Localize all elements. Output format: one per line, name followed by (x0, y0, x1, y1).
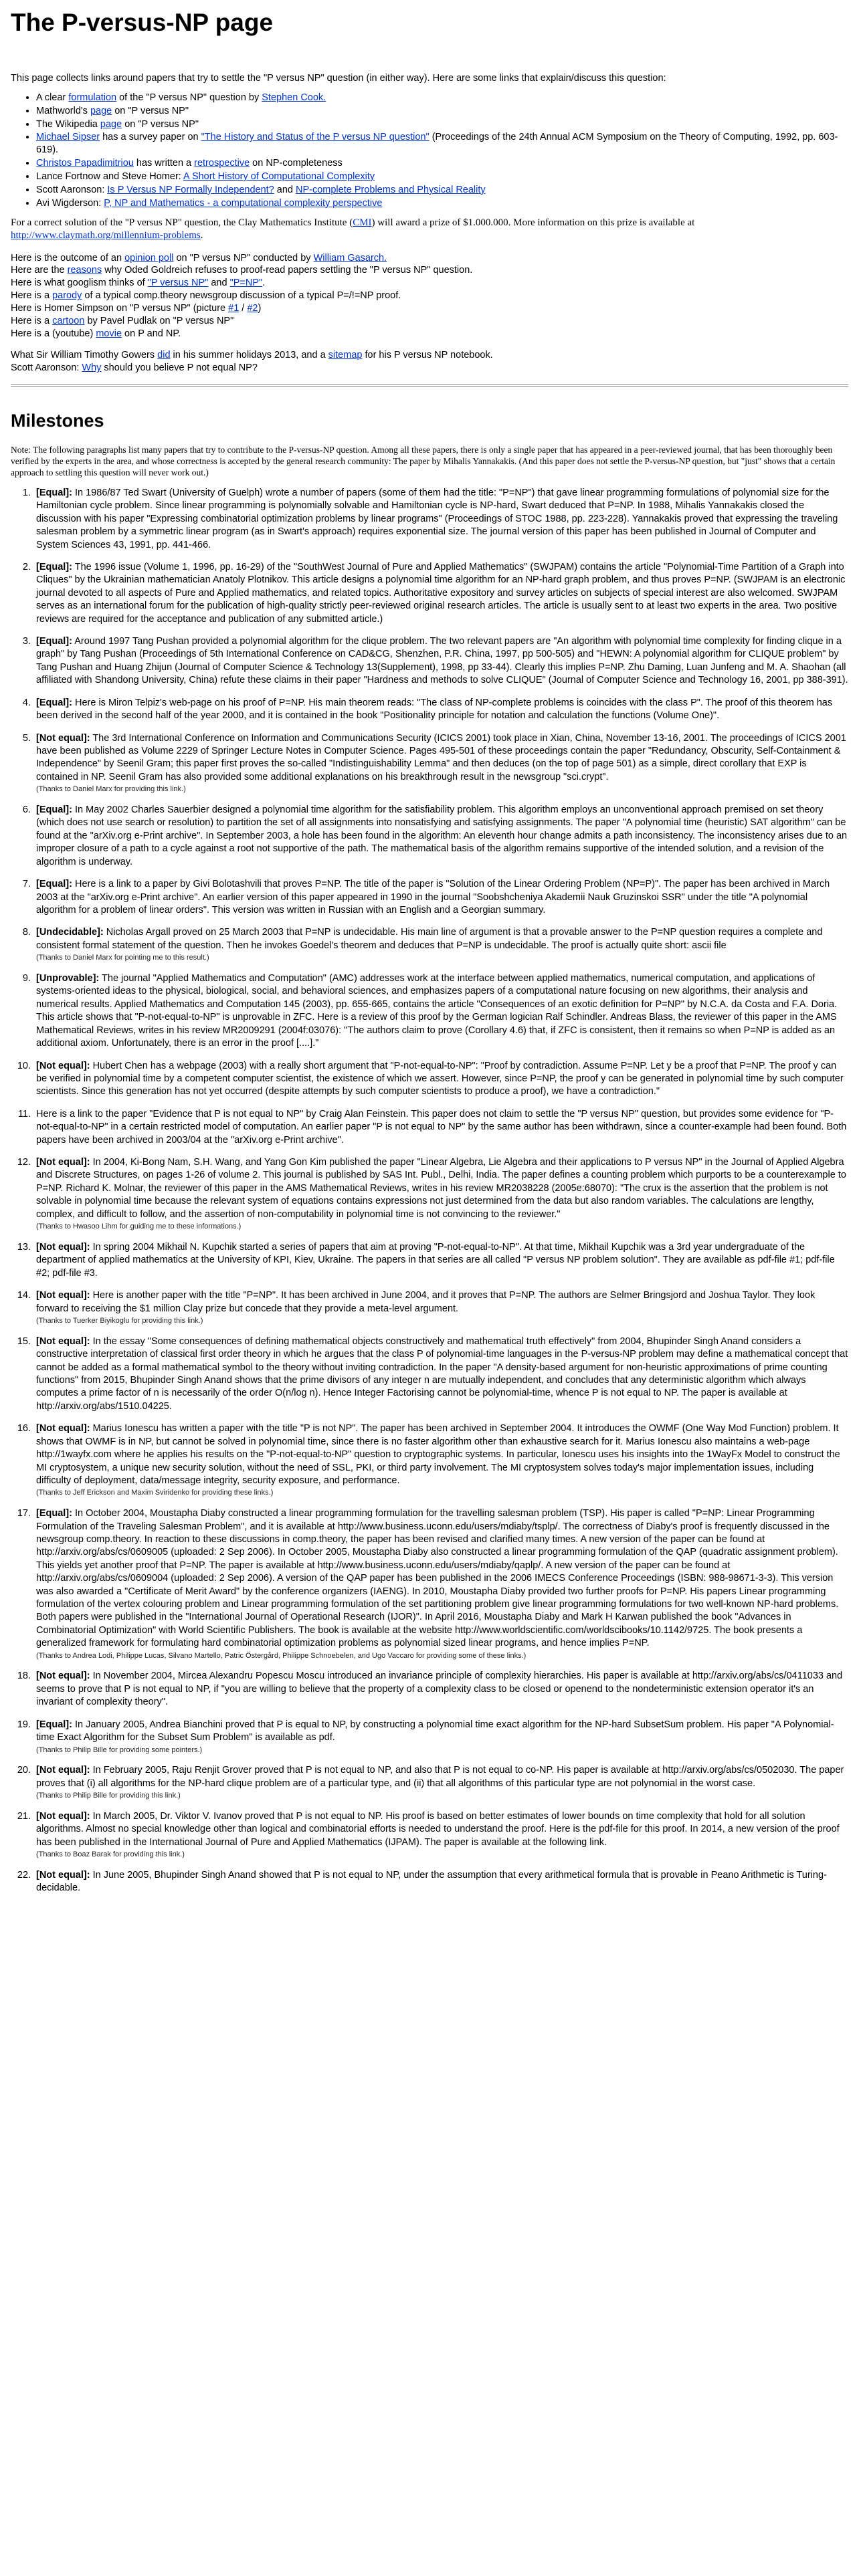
misc-link[interactable]: William Gasarch. (313, 252, 387, 263)
source-link[interactable]: Stephen Cook. (262, 92, 326, 103)
misc-link[interactable]: opinion poll (124, 252, 174, 263)
milestone-text: In March 2005, Dr. Viktor V. Ivanov proved that P is not equal to NP. His proof is based on better estimates of lower bounds on time complexity that hold for all solution algorithms. Almost no special knowledge other than logical and combinatorial efforts is needed to understand the proof. Here is the pdf-file for this proof. In 2014, a new version of the proof has been published in the International Journal of Pure and Applied Mathematics (IJPAM). The paper is available at the following link. (36, 1810, 840, 1848)
source-text: Avi Wigderson: (36, 197, 104, 209)
milestone-body (36, 1060, 848, 1099)
milestone-body (36, 1507, 848, 1650)
source-list (11, 92, 848, 210)
milestone-tag: [Equal]: (36, 1719, 72, 1730)
milestone-thanks: (Thanks to Tuerker Biyikoglu for providing this link.) (36, 1316, 203, 1325)
source-link[interactable]: page (100, 118, 122, 130)
misc-text: on P and NP. (122, 328, 181, 339)
milestone-body (36, 1335, 848, 1414)
misc-link[interactable]: "P versus NP" (147, 278, 209, 289)
milestone-item (33, 1507, 848, 1660)
misc-line (11, 264, 848, 277)
milestone-thanks: (Thanks to Daniel Marx for pointing me to this result.) (36, 954, 209, 962)
source-item (36, 184, 848, 197)
misc-line (11, 252, 848, 265)
milestone-item (33, 1719, 848, 1755)
milestone-thanks: (Thanks to Boaz Barak for providing this link.) (36, 1850, 185, 1859)
clay-url-link[interactable]: http://www.claymath.org/millennium-problems (11, 230, 201, 241)
milestone-body (36, 1289, 848, 1315)
milestone-item (33, 1156, 848, 1232)
source-item (36, 105, 848, 118)
misc-text: on "P versus NP" conducted by (173, 252, 314, 263)
aaronson-text-2: should you believe P not equal NP? (101, 362, 258, 374)
milestone-tag: [Not equal]: (36, 1765, 90, 1776)
milestones-list (11, 487, 848, 1895)
milestone-item (33, 1670, 848, 1709)
misc-text: ) (258, 302, 262, 314)
milestone-tag: [Not equal]: (36, 1060, 90, 1071)
misc-link[interactable]: reasons (67, 265, 102, 276)
milestone-text: In June 2005, Bhupinder Singh Anand showed that P is not equal to NP, under the assumption that every arithmetical formula that is provable in Peano Arithmetic is Turing-decidable. (36, 1869, 827, 1894)
gowers-did-link[interactable]: did (157, 350, 171, 361)
milestone-tag: [Equal]: (36, 804, 72, 816)
milestone-body (36, 1764, 848, 1790)
milestone-text: In spring 2004 Mikhail N. Kupchik started a series of papers that aim at proving "P-not-equal-to-NP". At that time, Mikhail Kupchik was a 3rd year undergraduate of the department of applied mathematics at the University of KPI, Kiev, Ukraine. The papers in that series are all called "P versus NP problem solution". They are available as pdf-file #1; pdf-file #2; pdf-file #3. (36, 1241, 835, 1279)
milestone-body (36, 732, 848, 784)
misc-text: . (262, 278, 266, 289)
misc-text: / (239, 302, 248, 314)
milestone-item (33, 487, 848, 552)
aaronson-line (11, 362, 848, 374)
milestone-text: Hubert Chen has a webpage (2003) with a really short argument that "P-not-equal-to-NP": "Proof by contradiction. Assume P=NP. Let y be a proof that P=NP. The proof y can be verified in polynomial time by a competent computer scientist, the existence of which we assert. However, since P=NP, the proof y can be generated in polynomial time by such computer scientists. Since this generation has not yet occurred (despite attempts by such computer scientists to produce a proof), we have a contradiction." (36, 1060, 844, 1097)
milestone-tag: [Undecidable]: (36, 927, 104, 938)
milestone-text: The journal "Applied Mathematics and Computation" (AMC) addresses work at the interface between applied mathematics, numerical computation, and applications of systems-oriented ideas to the physical, biological, social, and behavioral sciences, and emphasizes papers of a computational nature focusing on new algorithms, their analysis and numerical results. Applied Mathematics and Computation 145 (2003), pp. 655-665, contains the article "Consequences of an exotic definition for P=NP" by N.C.A. da Costa and F.A. Doria. This article shows that "P-not-equal-to-NP" is unprovable in ZFC. Here is a review of this proof by the German logician Ralf Schindler. Andreas Blass, the reviewer of this paper in the AMS Mathematical Reviews, writes in his review MR2009291 (2004f:03076): "The authors claim to prove (Corollary 4.6) that, if ZFC is consistent, then it remains so when P=NP is added as an additional axiom. Unfortunately, there is an error in the proof [....]." (36, 972, 838, 1049)
milestone-tag: [Equal]: (36, 879, 72, 890)
milestone-body (36, 697, 848, 723)
source-item (36, 92, 848, 104)
gowers-sitemap-link[interactable]: sitemap (328, 350, 363, 361)
misc-link[interactable]: movie (96, 328, 122, 339)
milestone-tag: [Not equal]: (36, 732, 90, 744)
milestone-text: In November 2004, Mircea Alexandru Popescu Moscu introduced an invariance principle of complexity hierarchies. His paper is available at http://arxiv.org/abs/cs/0411033 and seems to prove that P is not equal to NP, if "you are willing to believe that the property of a complexity class to be closed or openend to the nondeterministic extension operator it's an invariant of complexity theory". (36, 1671, 843, 1708)
misc-line (11, 290, 848, 302)
misc-text: by Pavel Pudlak on "P versus NP" (84, 315, 234, 326)
milestone-item (33, 926, 848, 963)
milestone-item (33, 732, 848, 794)
milestone-thanks: (Thanks to Daniel Marx for providing this link.) (36, 785, 186, 794)
source-text: (Proceedings of the 24th Annual ACM Symposium on the Theory of Computing, 1992, pp. 603-619). (36, 132, 838, 156)
gowers-line (11, 349, 848, 362)
misc-link[interactable]: "P=NP" (229, 278, 263, 289)
milestones-note: Note: The following paragraphs list many papers that try to contribute to the P-versus-NP question. Among all these papers, there is only a single paper that has appeared in a peer-reviewed journal, that has been thoroughly been verified by the experts in the area, and whose correctness is accepted by the general research community: The paper by Mihalis Yannakakis. (And this paper does not settle the P-versus-NP question, but "just" shows that a certain approach to settling this question will never work out.) (11, 445, 836, 477)
source-link[interactable]: page (90, 105, 112, 116)
milestone-body (36, 1810, 848, 1849)
milestone-tag: [Equal]: (36, 487, 72, 498)
gowers-text-2: in his summer holidays 2013, and a (170, 350, 328, 361)
page-title: The P-versus-NP page (11, 9, 274, 36)
milestone-body (36, 1241, 848, 1280)
source-link[interactable]: Christos Papadimitriou (36, 158, 134, 169)
source-text: on "P versus NP" (122, 118, 199, 130)
milestone-text: Here is a link to the paper "Evidence that P is not equal to NP" by Craig Alan Feinstein. This paper does not claim to settle the "P versus NP" question, but provides some evidence for "P-not-equal-to-NP" in a certain restricted model of computation. An earlier paper "P is not equal to NP" by the same author has been withdrawn, since a counter-example had been found. Both papers have been archived in 2003/04 at the "arXiv.org e-Print archive". (36, 1108, 847, 1146)
milestone-text: In 2004, Ki-Bong Nam, S.H. Wang, and Yang Gon Kim published the paper "Linear Algebra, Lie Algebra and their applications to P versus NP" in the Journal of Applied Algebra and Discrete Structures, on pages 1-26 of volume 2. This journal is published by SAS Int. Publ., Delhi, India. The paper defines a counting problem which purports to be a counterexample to P=NP. Richard K. Molnar, the reviewer of this paper in the AMS Mathematical Reviews, writes in his review MR2038228 (2005e:68070): "The crux is the assertion that the problem is not solvable in polynomial time because the relevant system of equations contains expressions not just determined from the data but also random variables. The calculations are lengthy, complex, and difficult to follow, and the assertion of non-computability in polynomial time is not convincing to the reviewer." (36, 1157, 846, 1220)
milestone-text: Nicholas Argall proved on 25 March 2003 that P=NP is undecidable. His main line of argument is that a provable answer to the P=NP question requires a complete and consistent formal statement of the question. Then he invokes Goedel's theorem and deduces that P=NP is undecidable. The proof is actually quite short: ascii file (36, 927, 823, 951)
milestone-body (36, 1869, 848, 1895)
aaronson-why-link[interactable]: Why (82, 362, 102, 374)
source-text: has a survey paper on (100, 132, 201, 143)
milestone-item (33, 1810, 848, 1860)
milestone-thanks: (Thanks to Philip Bille for providing some pointers.) (36, 1745, 203, 1754)
milestone-tag: [Not equal]: (36, 1671, 90, 1682)
milestone-tag: [Not equal]: (36, 1810, 90, 1822)
milestone-tag: [Not equal]: (36, 1335, 90, 1347)
milestone-text: In October 2004, Moustapha Diaby constructed a linear programming formulation for the travelling salesman problem (TSP). His paper is called "P=NP: Linear Programming Formulation of the Traveling Salesman Problem", and it is available at http://www.business.uconn.edu/users/mdiaby/tsplp/. The correctness of Diaby's proof is frequently discussed in the newsgroup comp.theory. In reaction to these discussions in comp.theory, the paper has been revised and clarified many times. A new version of the paper can be found at http://arxiv.org/abs/cs/0609005 (uploaded: 2 Sep 2006). In October 2005, Moustapha Diaby also constructed a linear programming formulation of the QAP (quadratic assignment problem). This yields yet another proof that P=NP. The paper is available at http://www.business.uconn.edu/users/mdiaby/qaplp/. A new version of the paper can be found at http://arxiv.org/abs/cs/0609004 (uploaded: 2 Sep 2006). A version of the QAP paper has been published in the 2006 IMECS Conference Proceedings (ISBN: 988-98671-3-3). This version was also awarded a "Certificate of Merit Award" by the conference organizers (IAENG). In 2010, Moustapha Diaby provided two further proofs for P=NP. His papers Linear programming formulation of the vertex colouring problem and Linear programming formulation of the set partitioning problem give linear programming formulations for two well-known NP-hard problems. Both papers were published in the "International Journal of Operational Research (IJOR)". In April 2016, Moustapha Diaby and Mark H Karwan published the book "Advances in Combinatorial Optimization" with World Scientific Publishers. The book is available at the website http://www.worldscientific.com/worldscibooks/10.1142/9725. The book presents a generalized framework for formulating hard combinatorial optimization problems as polynomial sized linear programs, and hence implies P=NP. (36, 1508, 839, 1649)
milestone-body (36, 487, 848, 552)
source-link[interactable]: retrospective (194, 158, 250, 169)
gowers-text: What Sir William Timothy Gowers (11, 350, 158, 361)
misc-text: Here is a (11, 315, 53, 326)
milestone-tag: [Equal]: (36, 636, 72, 647)
source-text: The Wikipedia (36, 118, 100, 130)
milestone-body (36, 561, 848, 626)
source-item (36, 157, 848, 170)
milestone-item (33, 1241, 848, 1280)
milestone-body (36, 804, 848, 869)
source-text: of the "P versus NP" question by (116, 92, 262, 103)
milestone-item (33, 1422, 848, 1498)
milestone-thanks: (Thanks to Hwasoo Lihm for guiding me to these informations.) (36, 1222, 242, 1231)
misc-text: why Oded Goldreich refuses to proof-read papers settling the "P versus NP" question. (102, 265, 473, 276)
source-link[interactable]: Michael Sipser (36, 132, 100, 143)
misc-link[interactable]: cartoon (52, 315, 85, 326)
milestone-text: The 3rd International Conference on Information and Communications Security (ICICS 2001) took place in Xian, China, November 13-16, 2001. The proceedings of ICICS 2001 have been published as Volume 2229 of Springer Lecture Notes in Computer Science. Pages 495-501 of these proceedings contain the paper "Redundancy, Obscurity, Self-Containment & Independence" by Seenil Gram; this paper first proves the so-called "Indistinguishability Lemma" and then deduces (on the top of page 501) as a simple, direct corollary that EXP is contained in NP. Seenil Gram has also provided some additional explanations on his breakthrough result in the newsgroup "sci.crypt". (36, 732, 846, 782)
milestone-item (33, 1764, 848, 1801)
intro-text: This page collects links around papers that try to settle the "P versus NP" question (in either way). Here are some links that explain/discuss this question: (11, 73, 666, 84)
milestone-text: The 1996 issue (Volume 1, 1996, pp. 16-29) of the "SouthWest Journal of Pure and Applied Mathematics" (SWJPAM) contains the article "Polynomial-Time Partition of a Graph into Cliques" by the Ukrainian mathematician Anatoly Plotnikov. This article designs a polynomial time algorithm for an NP-hard graph problem, and thus proves P=NP. (SWJPAM is an electronic journal devoted to all aspects of Pure and Applied mathematics, and related topics. Authoritative expository and survey articles on subjects of special interest are also welcomed. SWJPAM serves as an international forum for the publication of high-quality strictly peer-reviewed original research articles. The article is usually sent to at least two experts in the area. Two positive reviews are required for the acceptance and publication of any submitted article.) (36, 561, 846, 625)
milestone-item (33, 1289, 848, 1326)
milestone-body (36, 926, 848, 952)
misc-text: Here is a (11, 290, 53, 302)
milestone-text: Marius Ionescu has written a paper with the title "P is not NP". The paper has been archived in September 2004. It introduces the OWMF (One Way Mod Function) problem. It shows that OWMF is in NP, but cannot be solved in polynomial time, since there is no faster algorithm other than exhaustive search for it. Marius Ionescu also maintains a web-page http://1wayfx.com where he applies his results on the "P-not-equal-to-NP" question to cryptographic systems. In particular, Ionescu uses his insights into the 1WayFx Model to construct the MI cryptosystem, a unique new security solution, without the need of SSL, PKI, or third party involvement. The MI cryptosystem solves today's major implementation issues, including difficulty of deployment, data/message integrity, security exposure, and performance. (36, 1423, 840, 1486)
source-text: Mathworld's (36, 105, 90, 116)
clay-text-3: . (200, 230, 203, 241)
milestone-body (36, 1156, 848, 1221)
milestone-tag: [Equal]: (36, 561, 72, 572)
milestone-body (36, 878, 848, 917)
misc-text: of a typical comp.theory newsgroup discussion of a typical P=/!=NP proof. (82, 290, 401, 302)
source-link[interactable]: Is P Versus NP Formally Independent? (107, 184, 274, 195)
milestone-item (33, 804, 848, 869)
source-text: on NP-completeness (250, 158, 343, 169)
milestone-thanks: (Thanks to Andrea Lodi, Philippe Lucas, Silvano Martello, Patric Östergård, Philippe Schnoebelen, and Ugo Vaccaro for providing some of these links.) (36, 1651, 527, 1660)
source-link[interactable]: formulation (68, 92, 117, 103)
milestone-body (36, 1719, 848, 1745)
milestone-thanks: (Thanks to Philip Bille for providing this link.) (36, 1792, 181, 1800)
milestone-item (33, 1869, 848, 1895)
milestone-body (36, 635, 848, 687)
milestone-text: In the essay "Some consequences of defining mathematical objects constructively and mathematical truth effectively" from 2004, Bhupinder Singh Anand considers a constructive interpretation of classical first order theory in which he argues that the class P of polynomial-time languages in the P-versus-NP problem may define a mathematical concept that cannot be added as a formal mathematical symbol to the theory without inviting contradiction. In the paper "A density-based argument for non-heuristic approximations of prime counting functions" from 2015, Bhupinder Singh Anand shows that the prime divisors of any integer n are mutually independent, and concludes that any deterministic algorithm which always computes a prime factor of n is necessarily of the order O(n/log n). Hence Integer Factorising cannot be polynomial-time, whence P is not equal to NP. The paper is available at http://arxiv.org/abs/1510.04225. (36, 1335, 848, 1412)
misc-line (11, 302, 848, 315)
milestone-item (33, 878, 848, 917)
aaronson-text: Scott Aaronson: (11, 362, 82, 374)
misc-link[interactable]: #2 (247, 302, 258, 314)
source-link[interactable]: NP-complete Problems and Physical Reality (295, 184, 486, 195)
misc-link[interactable]: #1 (228, 302, 240, 314)
gowers-text-3: for his P versus NP notebook. (362, 350, 493, 361)
clay-prize-paragraph (11, 217, 848, 243)
milestone-text: Here is another paper with the title "P=NP". It has been archived in June 2004, and it proves that P=NP. The authors are Selmer Bringsjord and Joshua Taylor. They look forward to receiving the $1 million Clay prize but concede that they provide a meta-level argument. (36, 1290, 816, 1314)
milestone-item (33, 1335, 848, 1414)
misc-text: Here is the outcome of an (11, 252, 125, 263)
milestone-text: In February 2005, Raju Renjit Grover proved that P is not equal to NP, and also that P is not equal to co-NP. His paper is available at http://arxiv.org/abs/cs/0502030. The paper proves that (i) all algorithms for the NP-hard clique problem are of a particular type, and (ii) that all algorithms of this particular type are not polynomial in the worst case. (36, 1765, 844, 1789)
milestone-item (33, 1108, 848, 1147)
source-link[interactable]: P, NP and Mathematics - a computational complexity perspective (104, 197, 383, 209)
source-text: Scott Aaronson: (36, 184, 108, 195)
milestones-heading: Milestones (11, 411, 104, 431)
misc-text: Here is what googlism thinks of (11, 278, 148, 289)
misc-text: and (208, 278, 230, 289)
source-item (36, 197, 848, 210)
milestone-tag: [Not equal]: (36, 1290, 90, 1301)
misc-line (11, 277, 848, 290)
milestone-item (33, 561, 848, 626)
source-text: A clear (36, 92, 69, 103)
milestone-body (36, 1670, 848, 1709)
milestone-item (33, 635, 848, 687)
cmi-link[interactable]: CMI (353, 217, 372, 228)
misc-line (11, 315, 848, 328)
source-text: on "P versus NP" (112, 105, 189, 116)
milestone-text: In January 2005, Andrea Bianchini proved that P is equal to NP, by constructing a polynomial time exact algorithm for the NP-hard SubsetSum problem. His paper "A Polynomial-time Exact Algorithm for the Subset Sum Problem" is available as pdf. (36, 1719, 834, 1743)
milestone-tag: [Equal]: (36, 697, 72, 708)
milestone-text: Here is a link to a paper by Givi Bolotashvili that proves P=NP. The title of the paper is "Solution of the Linear Ordering Problem (NP=P)". The paper has been archived in March 2003 at the "arXiv.org e-Print archive". An earlier version of this paper appeared in 1990 in the journal "Soobshcheniya Akademii Nauk Gruzinskoi SSR" under the title "A polynomial algorithm for a problem of linear orders". This version was written in Russian with an English and a Georgian summary. (36, 879, 830, 916)
source-text: has written a (133, 158, 195, 169)
source-item (36, 131, 848, 156)
milestone-item (33, 972, 848, 1051)
divider-top (11, 384, 848, 385)
misc-text: Here are the (11, 265, 68, 276)
milestone-body (36, 1108, 848, 1147)
milestone-text: Here is Miron Telpiz's web-page on his proof of P=NP. His main theorem reads: "The class of NP-complete problems is coincides with the class P". The proof of this theorem has been derived in the second half of the year 2000, and it is contained in the book "Positionality principle for notation and calculation the functions (Volume One)". (36, 697, 833, 722)
source-link[interactable]: "The History and Status of the P versus NP question" (201, 132, 430, 143)
source-link[interactable]: A Short History of Computational Complexity (183, 171, 375, 182)
divider-bottom (11, 386, 848, 387)
milestone-thanks: (Thanks to Jeff Erickson and Maxim Sviridenko for providing these links.) (36, 1489, 274, 1497)
misc-text: Here is a (youtube) (11, 328, 96, 339)
clay-text: For a correct solution of the "P versus NP" question, the Clay Mathematics Institute ( (11, 217, 353, 228)
milestone-text: Around 1997 Tang Pushan provided a polynomial algorithm for the clique problem. The two relevant papers are "An algorithm with polynomial time complexity for finding clique in a graph" by Tang Pushan (Proceedings of 5th International Conference on CAD&CG, Shenzhen, P.R. China, 1997, pp 500-505) and "HEWN: A polynomial algorithm for CLIQUE problem" by Tang Pushan and Huang Zhijun (Journal of Computer Science & Technology 13(Supplement), 1998, pp 33-44). Clearly this implies P=NP. Zhu Daming, Luan Junfeng and M. A. Shaohan (all affiliated with Shandong University, China) refute these claims in their paper "Hardness and methods to solve CLIQUE" (Journal of Computer Science and Technology 16, 2001, pp 388-391). (36, 636, 848, 686)
misc-link[interactable]: parody (52, 290, 82, 302)
milestone-body (36, 1422, 848, 1487)
milestone-tag: [Not equal]: (36, 1241, 90, 1253)
milestone-tag: [Not equal]: (36, 1869, 90, 1881)
milestone-tag: [Unprovable]: (36, 972, 100, 984)
milestone-text: In 1986/87 Ted Swart (University of Guelph) wrote a number of papers (some of them had the title: "P=NP") that gave linear programming formulations of polynomial size for the Hamiltonian cycle problem. Since linear programming is polynomially solvable and Hamiltonian cycle is NP-hard, Swart deduced that P=NP. In 1988, Mihalis Yannakakis closed the discussion with his paper "Expressing combinatorial optimization problems by linear programs" (Proceedings of STOC 1988, pp. 223-228). Yannakakis proved that expressing the traveling salesman problem by a symmetric linear program (as in Swart's approach) requires exponential size. The journal version of this paper has been published in Journal of Computer and System Sciences 43, 1991, pp. 441-466. (36, 487, 838, 550)
misc-text: Here is Homer Simpson on "P versus NP" (picture (11, 302, 229, 314)
milestone-item (33, 1060, 848, 1099)
source-item (36, 171, 848, 183)
milestone-tag: [Not equal]: (36, 1423, 90, 1434)
source-text: and (274, 184, 296, 195)
source-text: Lance Fortnow and Steve Homer: (36, 171, 184, 182)
misc-line (11, 328, 848, 340)
milestone-body (36, 972, 848, 1051)
milestone-item (33, 697, 848, 723)
milestone-text: In May 2002 Charles Sauerbier designed a polynomial time algorithm for the satisfiability problem. This algorithm employs an unconventional approach premised on set theory (which does not use search or resolution) to partition the set of all assignments into nonsatisfying and satisfying assignments. The paper "A polynomial time (heuristic) SAT algorithm" can be found at the "arXiv.org e-Print archive". In September 2003, a hole has been found in the algorithm: An eleventh hour change admits a path inconsistency. The inconsistency arises due to an improper closure of a path to a cycle against a root not supportive of the path. The mathematical basis of the algorithm remains supportive of the intended solution, and a revision of the algorithm is underway. (36, 804, 848, 867)
source-item (36, 118, 848, 131)
milestone-tag: [Equal]: (36, 1508, 72, 1519)
clay-text-2: ) will award a prize of $1.000.000. More information on this prize is available at (371, 217, 695, 228)
milestone-tag: [Not equal]: (36, 1157, 90, 1168)
misc-links (11, 252, 848, 340)
